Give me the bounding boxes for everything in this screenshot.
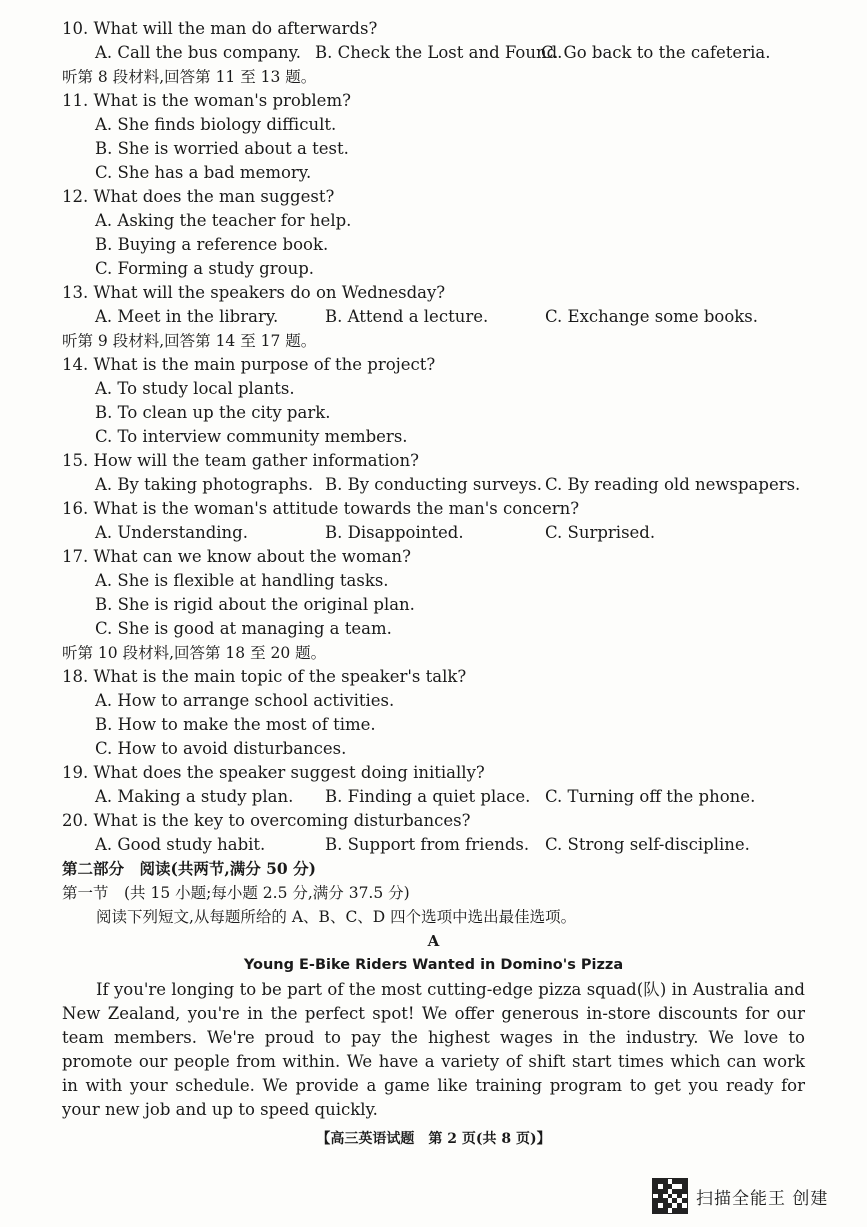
q10-option-a: A. Call the bus company. [95, 43, 302, 62]
section-10-instruction: 听第 10 段材料,回答第 18 至 20 题。 [62, 644, 327, 662]
section-8-instruction: 听第 8 段材料,回答第 11 至 13 题。 [62, 68, 317, 86]
q12-option-c: C. Forming a study group. [95, 259, 315, 278]
q18-option-b: B. How to make the most of time. [95, 715, 376, 734]
q13-option-c: C. Exchange some books. [545, 307, 758, 326]
q12-option-b: B. Buying a reference book. [95, 235, 329, 254]
page-footer: 【高三英语试题 第 2 页(共 8 页)】 [316, 1131, 551, 1147]
q15-option-c: C. By reading old newspapers. [545, 475, 801, 494]
q20-option-c: C. Strong self-discipline. [545, 835, 750, 854]
q20-option-a: A. Good study habit. [95, 835, 266, 854]
question-19: 19. What does the speaker suggest doing initially? [62, 763, 485, 782]
q14-option-c: C. To interview community members. [95, 427, 408, 446]
reading-instruction: 阅读下列短文,从每题所给的 A、B、C、D 四个选项中选出最佳选项。 [96, 908, 577, 926]
q10-option-c: C. Go back to the cafeteria. [541, 43, 771, 62]
question-16: 16. What is the woman's attitude towards the man's concern? [62, 499, 580, 518]
question-14: 14. What is the main purpose of the project? [62, 355, 436, 374]
q12-option-a: A. Asking the teacher for help. [95, 211, 352, 230]
question-13: 13. What will the speakers do on Wednesday? [62, 283, 446, 302]
q17-option-a: A. She is flexible at handling tasks. [95, 571, 389, 590]
q16-option-b: B. Disappointed. [325, 523, 464, 542]
q19-option-c: C. Turning off the phone. [545, 787, 756, 806]
q19-option-b: B. Finding a quiet place. [325, 787, 531, 806]
q13-option-b: B. Attend a lecture. [325, 307, 489, 326]
q14-option-a: A. To study local plants. [95, 379, 295, 398]
q15-option-a: A. By taking photographs. [95, 475, 314, 494]
q10-option-b: B. Check the Lost and Found. [315, 43, 563, 62]
q19-option-a: A. Making a study plan. [95, 787, 294, 806]
q15-option-b: B. By conducting surveys. [325, 475, 542, 494]
part-2-heading: 第二部分 阅读(共两节,满分 50 分) [62, 859, 316, 878]
q18-option-c: C. How to avoid disturbances. [95, 739, 347, 758]
q11-option-a: A. She finds biology difficult. [95, 115, 337, 134]
scanner-watermark [652, 1178, 828, 1214]
passage-title: Young E-Bike Riders Wanted in Domino's Pizza [243, 957, 624, 973]
qr-code-icon [652, 1178, 688, 1214]
q11-option-b: B. She is worried about a test. [95, 139, 349, 158]
question-17: 17. What can we know about the woman? [62, 547, 411, 566]
passage-letter: A [427, 932, 440, 950]
question-11: 11. What is the woman's problem? [62, 91, 351, 110]
q17-option-b: B. She is rigid about the original plan. [95, 595, 415, 614]
q20-option-b: B. Support from friends. [325, 835, 530, 854]
question-12: 12. What does the man suggest? [62, 187, 335, 206]
q11-option-c: C. She has a bad memory. [95, 163, 312, 182]
q18-option-a: A. How to arrange school activities. [95, 691, 395, 710]
section-1-heading: 第一节 (共 15 小题;每小题 2.5 分,满分 37.5 分) [62, 884, 410, 902]
q13-option-a: A. Meet in the library. [95, 307, 279, 326]
passage-paragraph: If you're longing to be part of the most cutting-edge pizza squad(队) in Australia and New Zealand, you're in the perfect spot! We offer generous in-store discounts for our team members. We're proud to pay the highest wages in the industry. We love to promote our people from within. We have a variety of shift start times which can work in with your schedule. We provide a game like training program to get you ready for your new job and up to speed quickly. [62, 980, 805, 1119]
q14-option-b: B. To clean up the city park. [95, 403, 331, 422]
question-20: 20. What is the key to overcoming disturbances? [62, 811, 471, 830]
watermark-text: 扫描全能王 创建 [696, 1188, 829, 1209]
q16-option-a: A. Understanding. [95, 523, 248, 542]
q17-option-c: C. She is good at managing a team. [95, 619, 392, 638]
section-9-instruction: 听第 9 段材料,回答第 14 至 17 题。 [62, 332, 317, 350]
q16-option-c: C. Surprised. [545, 523, 656, 542]
question-18: 18. What is the main topic of the speaker's talk? [62, 667, 467, 686]
question-15: 15. How will the team gather information? [62, 451, 419, 470]
question-10: 10. What will the man do afterwards? [62, 19, 378, 38]
